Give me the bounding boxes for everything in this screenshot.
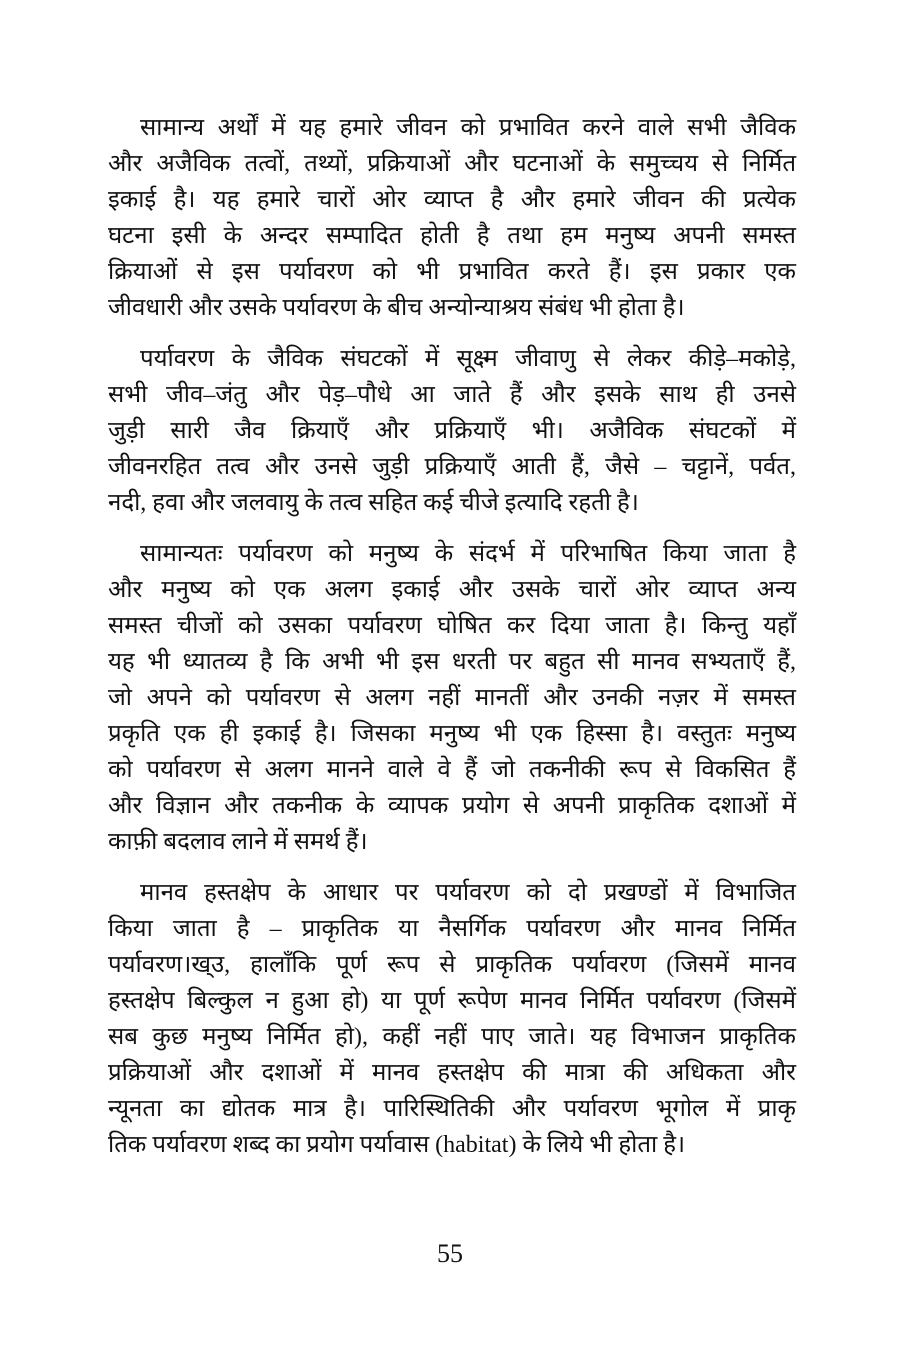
text-line: प्रकृति एक ही इकाई है। जिसका मनुष्य भी एक हिस्सा है। वस्तुतः मनुष्य (108, 721, 796, 747)
paragraph (108, 110, 796, 326)
text-line: इकाई है। यह हमारे चारों ओर व्याप्त है और हमारे जीवन की प्रत्येक (108, 187, 796, 213)
text-line: मानव हस्तक्षेप के आधार पर पर्यावरण को दो प्रखण्डों में विभाजित (140, 880, 796, 906)
paragraph (108, 341, 796, 521)
text-line: यह भी ध्यातव्य है कि अभी भी इस धरती पर बहुत सी मानव सभ्यताएँ हैं, (108, 649, 796, 675)
text-line: और अजैविक तत्वों, तथ्यों, प्रक्रियाओं और घटनाओं के समुच्चय से निर्मित (108, 151, 796, 177)
text-line: समस्त चीजों को उसका पर्यावरण घोषित कर दिया जाता है। किन्तु यहाँ (108, 613, 796, 639)
text-line: और मनुष्य को एक अलग इकाई और उसके चारों ओर व्याप्त अन्य (108, 577, 796, 603)
text-line: और विज्ञान और तकनीक के व्यापक प्रयोग से अपनी प्राकृतिक दशाओं में (108, 793, 796, 819)
text-line: जुड़ी सारी जैव क्रियाएँ और प्रक्रियाएँ भी। अजैविक संघटकों में (108, 418, 796, 444)
page-body (108, 110, 796, 1178)
page-number: 55 (437, 1239, 463, 1268)
text-line: सामान्य अर्थों में यह हमारे जीवन को प्रभावित करने वाले सभी जैविक (140, 115, 796, 141)
paragraph (108, 875, 796, 1163)
text-line: घटना इसी के अन्दर सम्पादित होती है तथा हम मनुष्य अपनी समस्त (108, 223, 796, 249)
text-line: पर्यावरण।ख्उ, हालाँकि पूर्ण रूप से प्राकृतिक पर्यावरण (जिसमें मानव (108, 952, 796, 978)
text-line: नदी, हवा और जलवायु के तत्व सहित कई चीजे इत्यादि रहती है। (108, 490, 639, 516)
text-line: को पर्यावरण से अलग मानने वाले वे हैं जो तकनीकी रूप से विकसित हैं (108, 757, 796, 783)
text-line: न्यूनता का द्योतक मात्र है। पारिस्थितिकी और पर्यावरण भूगोल में प्राकृ (108, 1096, 796, 1122)
text-line: सामान्यतः पर्यावरण को मनुष्य के संदर्भ में परिभाषित किया जाता है (140, 541, 796, 567)
text-line: तिक पर्यावरण शब्द का प्रयोग पर्यावास (habitat) के लिये भी होता है। (108, 1132, 686, 1158)
paragraph (108, 536, 796, 860)
text-line: जीवनरहित तत्व और उनसे जुड़ी प्रक्रियाएँ आती हैं, जैसे – चट्टानें, पर्वत, (108, 454, 796, 480)
text-line: प्रक्रियाओं और दशाओं में मानव हस्तक्षेप की मात्रा की अधिकता और (108, 1060, 796, 1086)
text-line: काफ़ी बदलाव लाने में समर्थ हैं। (108, 829, 368, 855)
text-line: क्रियाओं से इस पर्यावरण को भी प्रभावित करते हैं। इस प्रकार एक (108, 259, 796, 285)
text-line: पर्यावरण के जैविक संघटकों में सूक्ष्म जीवाणु से लेकर कीड़े–मकोड़े, (140, 346, 796, 372)
text-line: सभी जीव–जंतु और पेड़–पौधे आ जाते हैं और इसके साथ ही उनसे (108, 382, 796, 408)
text-line: जीवधारी और उसके पर्यावरण के बीच अन्योन्याश्रय संबंध भी होता है। (108, 295, 685, 321)
text-line: हस्तक्षेप बिल्कुल न हुआ हो) या पूर्ण रूपेण मानव निर्मित पर्यावरण (जिसमें (108, 988, 796, 1014)
text-line: सब कुछ मनुष्य निर्मित हो), कहीं नहीं पाए जाते। यह विभाजन प्राकृतिक (108, 1024, 796, 1050)
text-line: जो अपने को पर्यावरण से अलग नहीं मानतीं और उनकी नज़र में समस्त (108, 685, 796, 711)
text-line: किया जाता है – प्राकृतिक या नैसर्गिक पर्यावरण और मानव निर्मित (108, 916, 796, 942)
